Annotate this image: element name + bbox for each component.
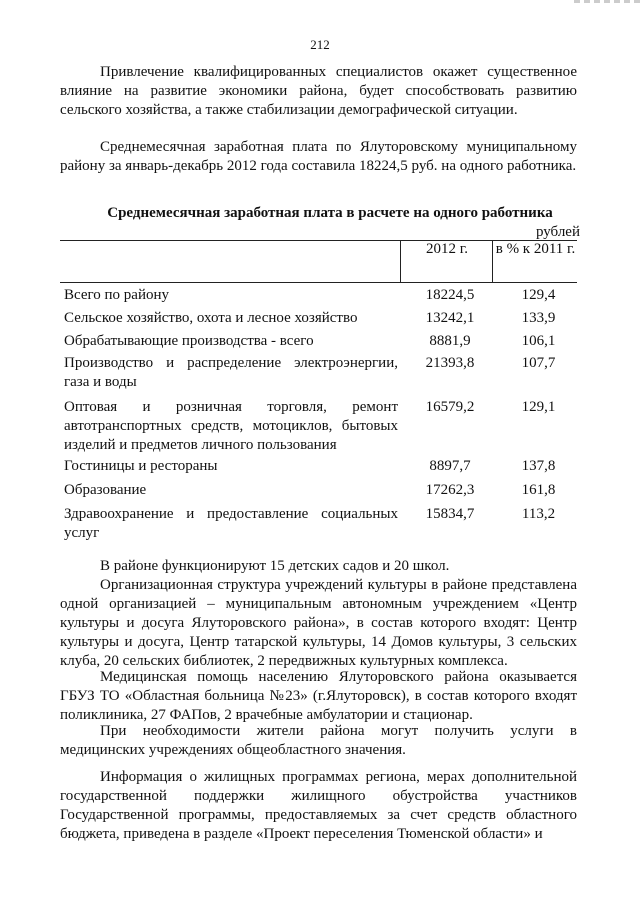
paragraph-housing-programs: Информация о жилищных программах региона, мерах дополнительной государственной поддержки жилищного обустройства участников Государственной программы, предоставляемых за счет средств областного бюджета, приведена в разделе «Проект переселения Тюменской области» и [60,769,577,842]
paragraph-culture: Организационная структура учреждений культуры в районе представлена одной организацией – муниципальным автономным учреждением «Центр культуры и досуга Ялуторовского района», в состав которого входят: Центр культуры и досуга, Центр татарской культуры, 14 Домов культуры, 3 сельских клуба, 20 сельских библиотек, 2 передвижных культурных комплекса. [60,577,577,669]
row-value-2012: 8881,9 [429,333,471,349]
row-value-percent: 107,7 [521,355,556,371]
row-value-percent: 137,8 [521,458,556,474]
row-label: Гостиницы и рестораны [64,458,218,474]
row-value-2012: 21393,8 [425,355,475,371]
column-header-percent: в % к 2011 г. [492,240,578,282]
row-value-percent: 106,1 [521,333,556,349]
paragraph-specialists: Привлечение квалифицированных специалистов окажет существенное влияние на развитие экономики района, будет способствовать развитию сельского хозяйства, а также стабилизации демографической ситуации. [60,64,577,118]
paragraph-average-salary: Среднемесячная заработная плата по Ялуторовскому муниципальному району за январь-декабрь 2012 года составила 18224,5 руб. на одного работника. [60,139,577,174]
paragraph-medical: Медицинская помощь населению Ялуторовского района оказывается ГБУЗ ТО «Областная больница №23» (г.Ялуторовск), в состав которого входят поликлиника, 27 ФАПов, 2 врачебные амбулатории и стационар. [60,669,577,723]
row-value-2012: 13242,1 [425,310,475,326]
row-label: Всего по району [64,287,170,303]
table-header-rule [60,282,577,283]
row-value-percent: 113,2 [521,506,556,522]
row-value-2012: 17262,3 [425,482,475,498]
row-value-2012: 8897,7 [429,458,471,474]
row-value-2012: 18224,5 [425,287,475,303]
row-label: Здравоохранение и предоставление социальных услуг [64,506,398,541]
row-value-2012: 16579,2 [425,399,475,415]
row-label: Производство и распределение электроэнергии, газа и воды [64,355,398,390]
row-value-percent: 133,9 [521,310,556,326]
row-value-percent: 161,8 [521,482,556,498]
table-units: рублей [535,224,580,240]
paragraph-regional-services: При необходимости жители района могут получить услуги в медицинских учреждениях общеобластного значения. [60,723,577,758]
page-number: 212 [310,37,330,52]
table-title: Среднемесячная заработная плата в расчете на одного работника [107,205,553,221]
row-value-2012: 15834,7 [425,506,475,522]
column-header-2012: 2012 г. [400,240,493,282]
row-label: Сельское хозяйство, охота и лесное хозяйство [64,310,358,326]
row-label: Образование [64,482,147,498]
row-label: Оптовая и розничная торговля, ремонт автотранспортных средств, мотоциклов, бытовых изделий и предметов личного пользования [64,399,398,453]
scan-edge-mark [574,0,640,3]
row-value-percent: 129,1 [521,399,556,415]
row-value-percent: 129,4 [521,287,556,303]
row-label: Обрабатывающие производства - всего [64,333,314,349]
paragraph-schools: В районе функционируют 15 детских садов и 20 школ. [100,558,450,574]
